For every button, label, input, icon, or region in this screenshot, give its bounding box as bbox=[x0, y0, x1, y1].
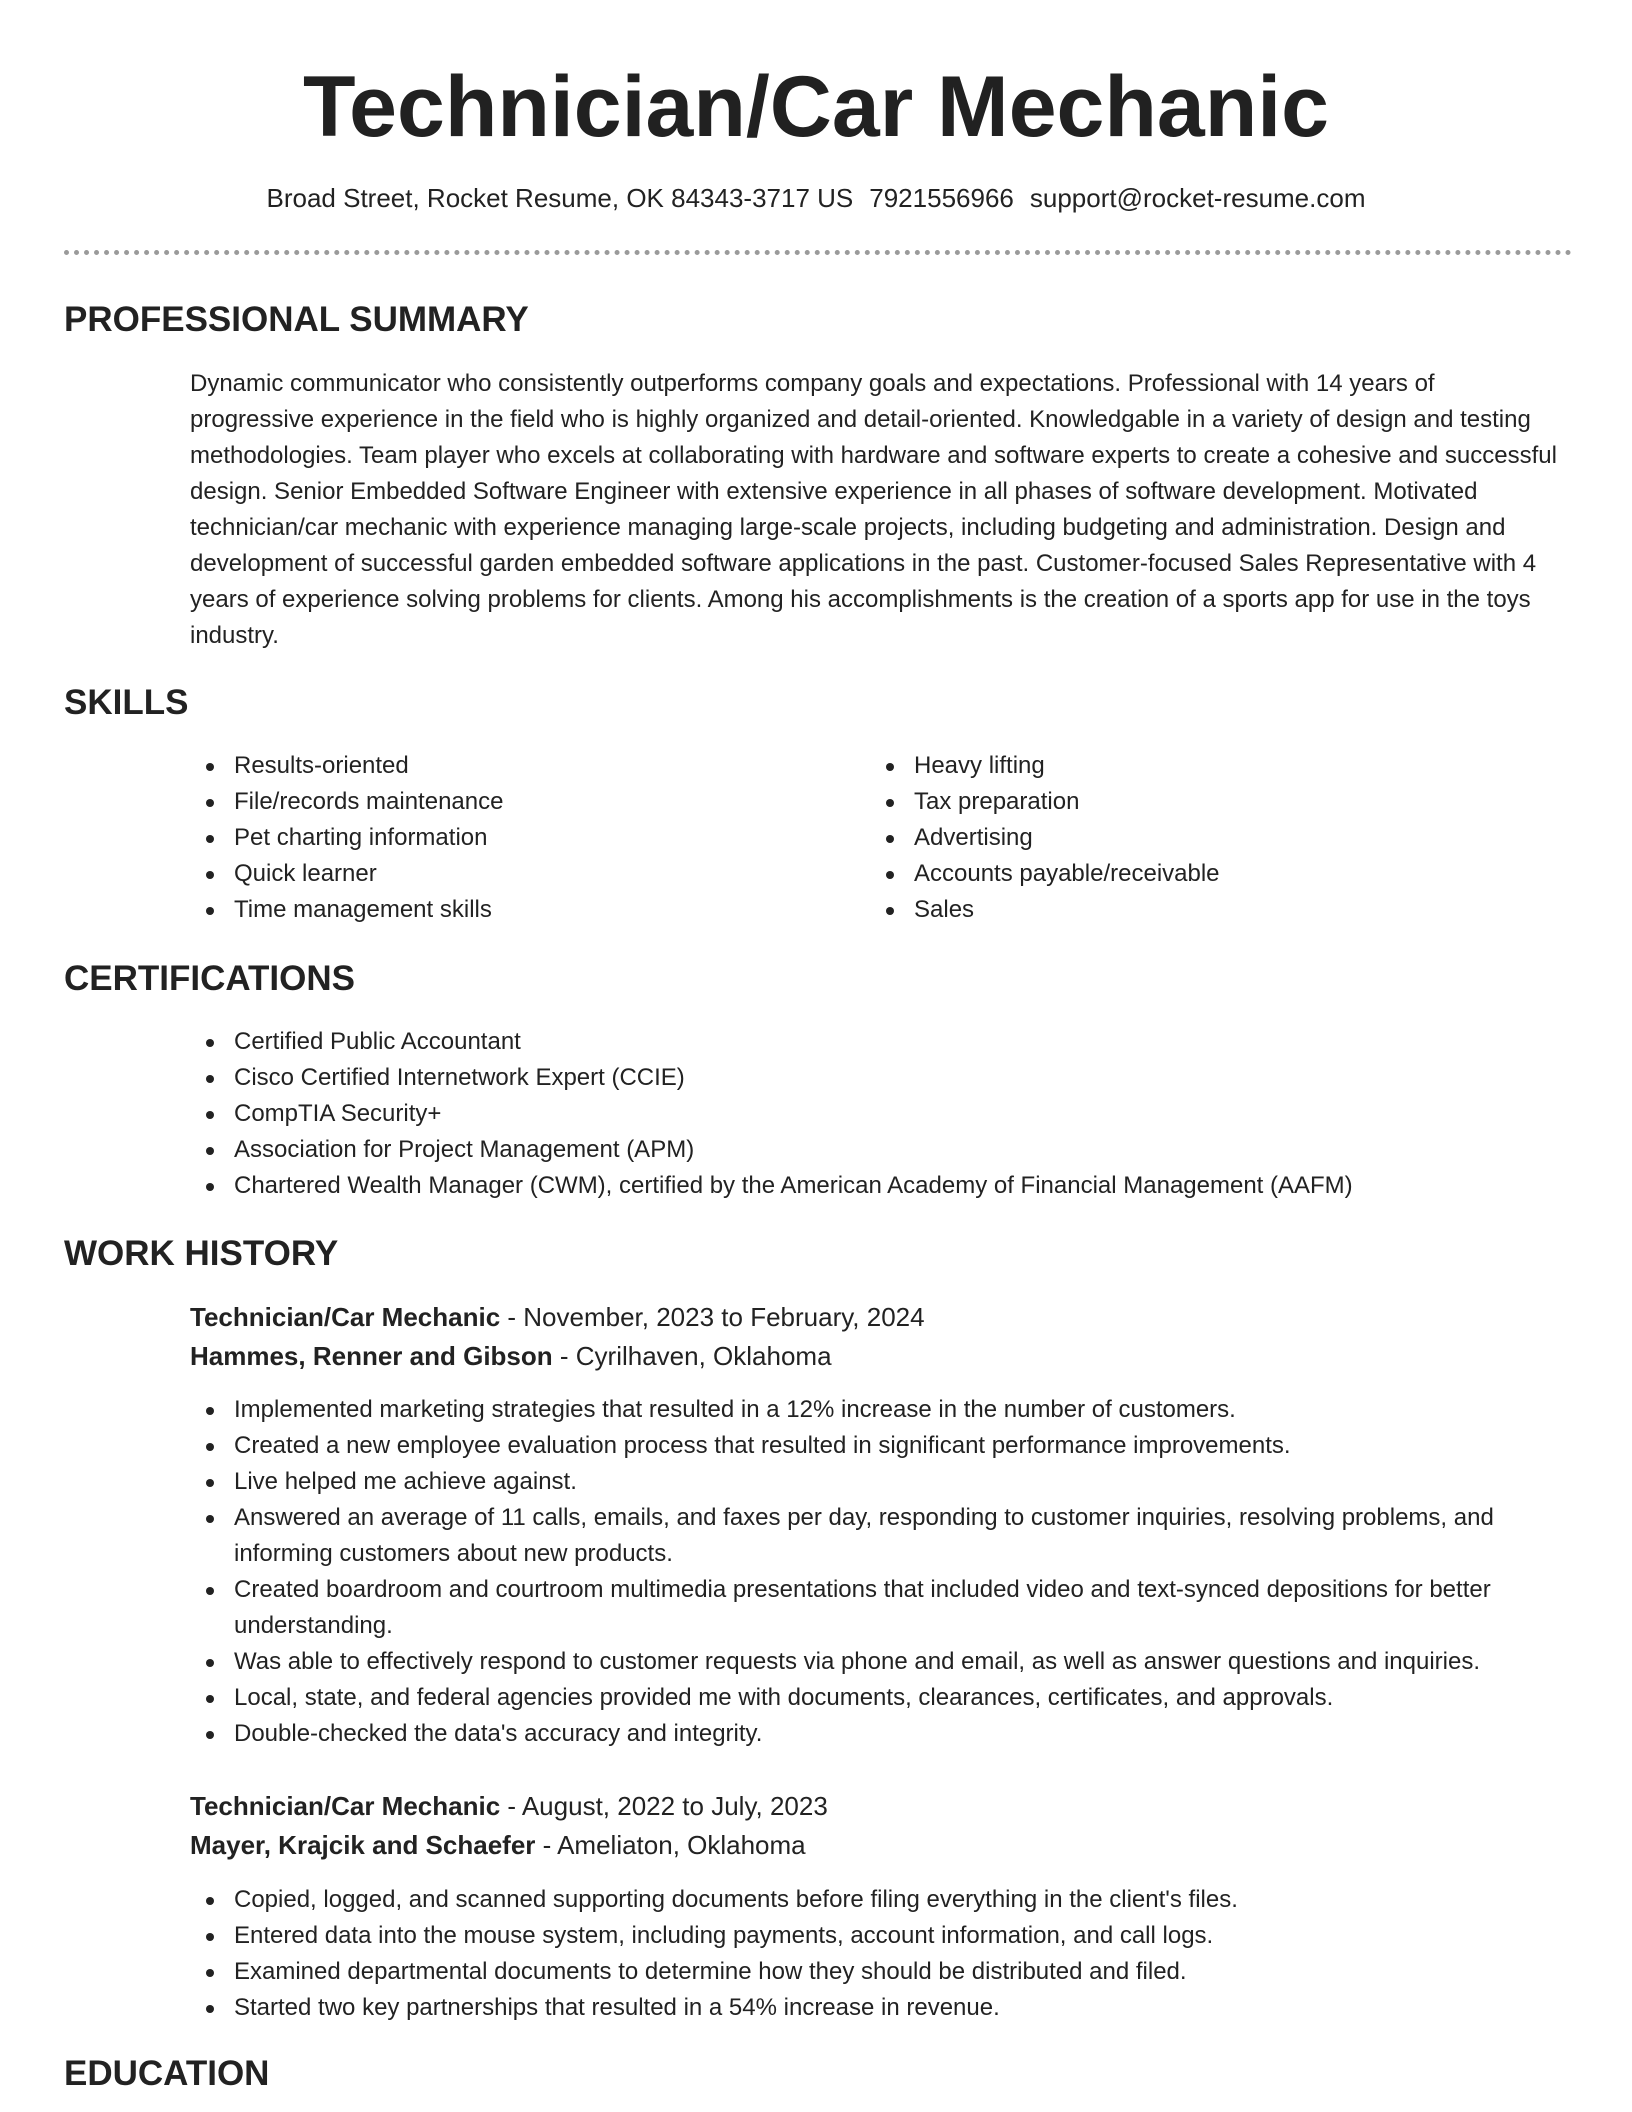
skill-item: Pet charting information bbox=[190, 820, 790, 856]
job-1-bullet: Answered an average of 11 calls, emails, and faxes per day, responding to customer inquiries, resolving problems, and informing customers about new products. bbox=[190, 1500, 1570, 1572]
job-2-bullet: Started two key partnerships that resulted in a 54% increase in revenue. bbox=[190, 1990, 1570, 2026]
certification-item: Cisco Certified Internetwork Expert (CCIE) bbox=[190, 1060, 1570, 1096]
job-1-bullet: Was able to effectively respond to customer requests via phone and email, as well as answer questions and inquiries. bbox=[190, 1644, 1570, 1680]
contact-phone: 7921556966 bbox=[869, 183, 1014, 213]
job-2-role: Technician/Car Mechanic bbox=[190, 1791, 501, 1821]
certification-item: Chartered Wealth Manager (CWM), certified by the American Academy of Financial Management (AAFM) bbox=[190, 1168, 1570, 1204]
job-1-bullet: Live helped me achieve against. bbox=[190, 1464, 1570, 1500]
job-1-bullet: Implemented marketing strategies that resulted in a 12% increase in the number of customers. bbox=[190, 1392, 1570, 1428]
skill-item: Advertising bbox=[870, 820, 1470, 856]
summary-text: Dynamic communicator who consistently outperforms company goals and expectations. Professional with 14 years of progressive experience in the field who is highly organized and detail-oriented. Knowledgable in a variety of design and testing methodologies. Team player who excels at collaborating with hardware and software experts to create a cohesive and successful design. Senior Embedded Software Engineer with extensive experience in all phases of software development. Motivated technician/car mechanic with experience managing large-scale projects, including budgeting and administration. Design and development of successful garden embedded software applications in the past. Customer-focused Sales Representative with 4 years of experience solving problems for clients. Among his accomplishments is the creation of a sports app for use in the toys industry. bbox=[190, 370, 1557, 649]
job-1-bullets bbox=[190, 1392, 1570, 1752]
job-2-bullet: Copied, logged, and scanned supporting documents before filing everything in the client's files. bbox=[190, 1882, 1570, 1918]
skill-item: Sales bbox=[870, 892, 1470, 928]
skills-list-right bbox=[870, 748, 1470, 928]
section-title-work-history: WORK HISTORY bbox=[64, 1234, 339, 1273]
section-title-skills: SKILLS bbox=[64, 683, 189, 722]
skills-list-left bbox=[190, 748, 790, 928]
certification-item: Association for Project Management (APM) bbox=[190, 1132, 1570, 1168]
contact-line bbox=[0, 180, 1632, 216]
job-1-bullet: Created a new employee evaluation process that resulted in significant performance improvements. bbox=[190, 1428, 1570, 1464]
certification-item: CompTIA Security+ bbox=[190, 1096, 1570, 1132]
job-2-bullet: Examined departmental documents to determine how they should be distributed and filed. bbox=[190, 1954, 1570, 1990]
skill-item: Tax preparation bbox=[870, 784, 1470, 820]
job-1-role: Technician/Car Mechanic bbox=[190, 1302, 501, 1332]
job-1-bullet: Local, state, and federal agencies provided me with documents, clearances, certificates, and approvals. bbox=[190, 1680, 1570, 1716]
job-2-bullet: Entered data into the mouse system, including payments, account information, and call logs. bbox=[190, 1918, 1570, 1954]
skill-item: Results-oriented bbox=[190, 748, 790, 784]
contact-address: Broad Street, Rocket Resume, OK 84343-3717 US bbox=[266, 183, 854, 213]
job-1-location: - Cyrilhaven, Oklahoma bbox=[552, 1341, 832, 1371]
job-1-bullet: Created boardroom and courtroom multimedia presentations that included video and text-synced depositions for better understanding. bbox=[190, 1572, 1570, 1644]
resume-name: Technician/Car Mechanic bbox=[303, 59, 1329, 155]
job-1-company-line bbox=[190, 1337, 832, 1375]
job-2-company-line bbox=[190, 1826, 806, 1864]
header-divider bbox=[64, 250, 1572, 255]
skill-item: Quick learner bbox=[190, 856, 790, 892]
skill-item: File/records maintenance bbox=[190, 784, 790, 820]
job-2-company: Mayer, Krajcik and Schaefer bbox=[190, 1830, 536, 1860]
job-2-location: - Ameliaton, Oklahoma bbox=[535, 1830, 806, 1860]
job-1-title-line bbox=[190, 1298, 925, 1336]
skill-item: Accounts payable/receivable bbox=[870, 856, 1470, 892]
certifications-list bbox=[190, 1024, 1570, 1204]
section-title-summary: PROFESSIONAL SUMMARY bbox=[64, 300, 529, 339]
skill-item: Heavy lifting bbox=[870, 748, 1470, 784]
job-2-bullets bbox=[190, 1882, 1570, 2026]
skill-item: Time management skills bbox=[190, 892, 790, 928]
certification-item: Certified Public Accountant bbox=[190, 1024, 1570, 1060]
job-1-company: Hammes, Renner and Gibson bbox=[190, 1341, 553, 1371]
job-1-bullet: Double-checked the data's accuracy and integrity. bbox=[190, 1716, 1570, 1752]
job-1-dates: - November, 2023 to February, 2024 bbox=[500, 1302, 925, 1332]
section-title-education: EDUCATION bbox=[64, 2054, 270, 2093]
section-title-certifications: CERTIFICATIONS bbox=[64, 959, 356, 998]
job-2-dates: - August, 2022 to July, 2023 bbox=[500, 1791, 828, 1821]
job-2-title-line bbox=[190, 1787, 828, 1825]
contact-email: support@rocket-resume.com bbox=[1029, 183, 1366, 213]
